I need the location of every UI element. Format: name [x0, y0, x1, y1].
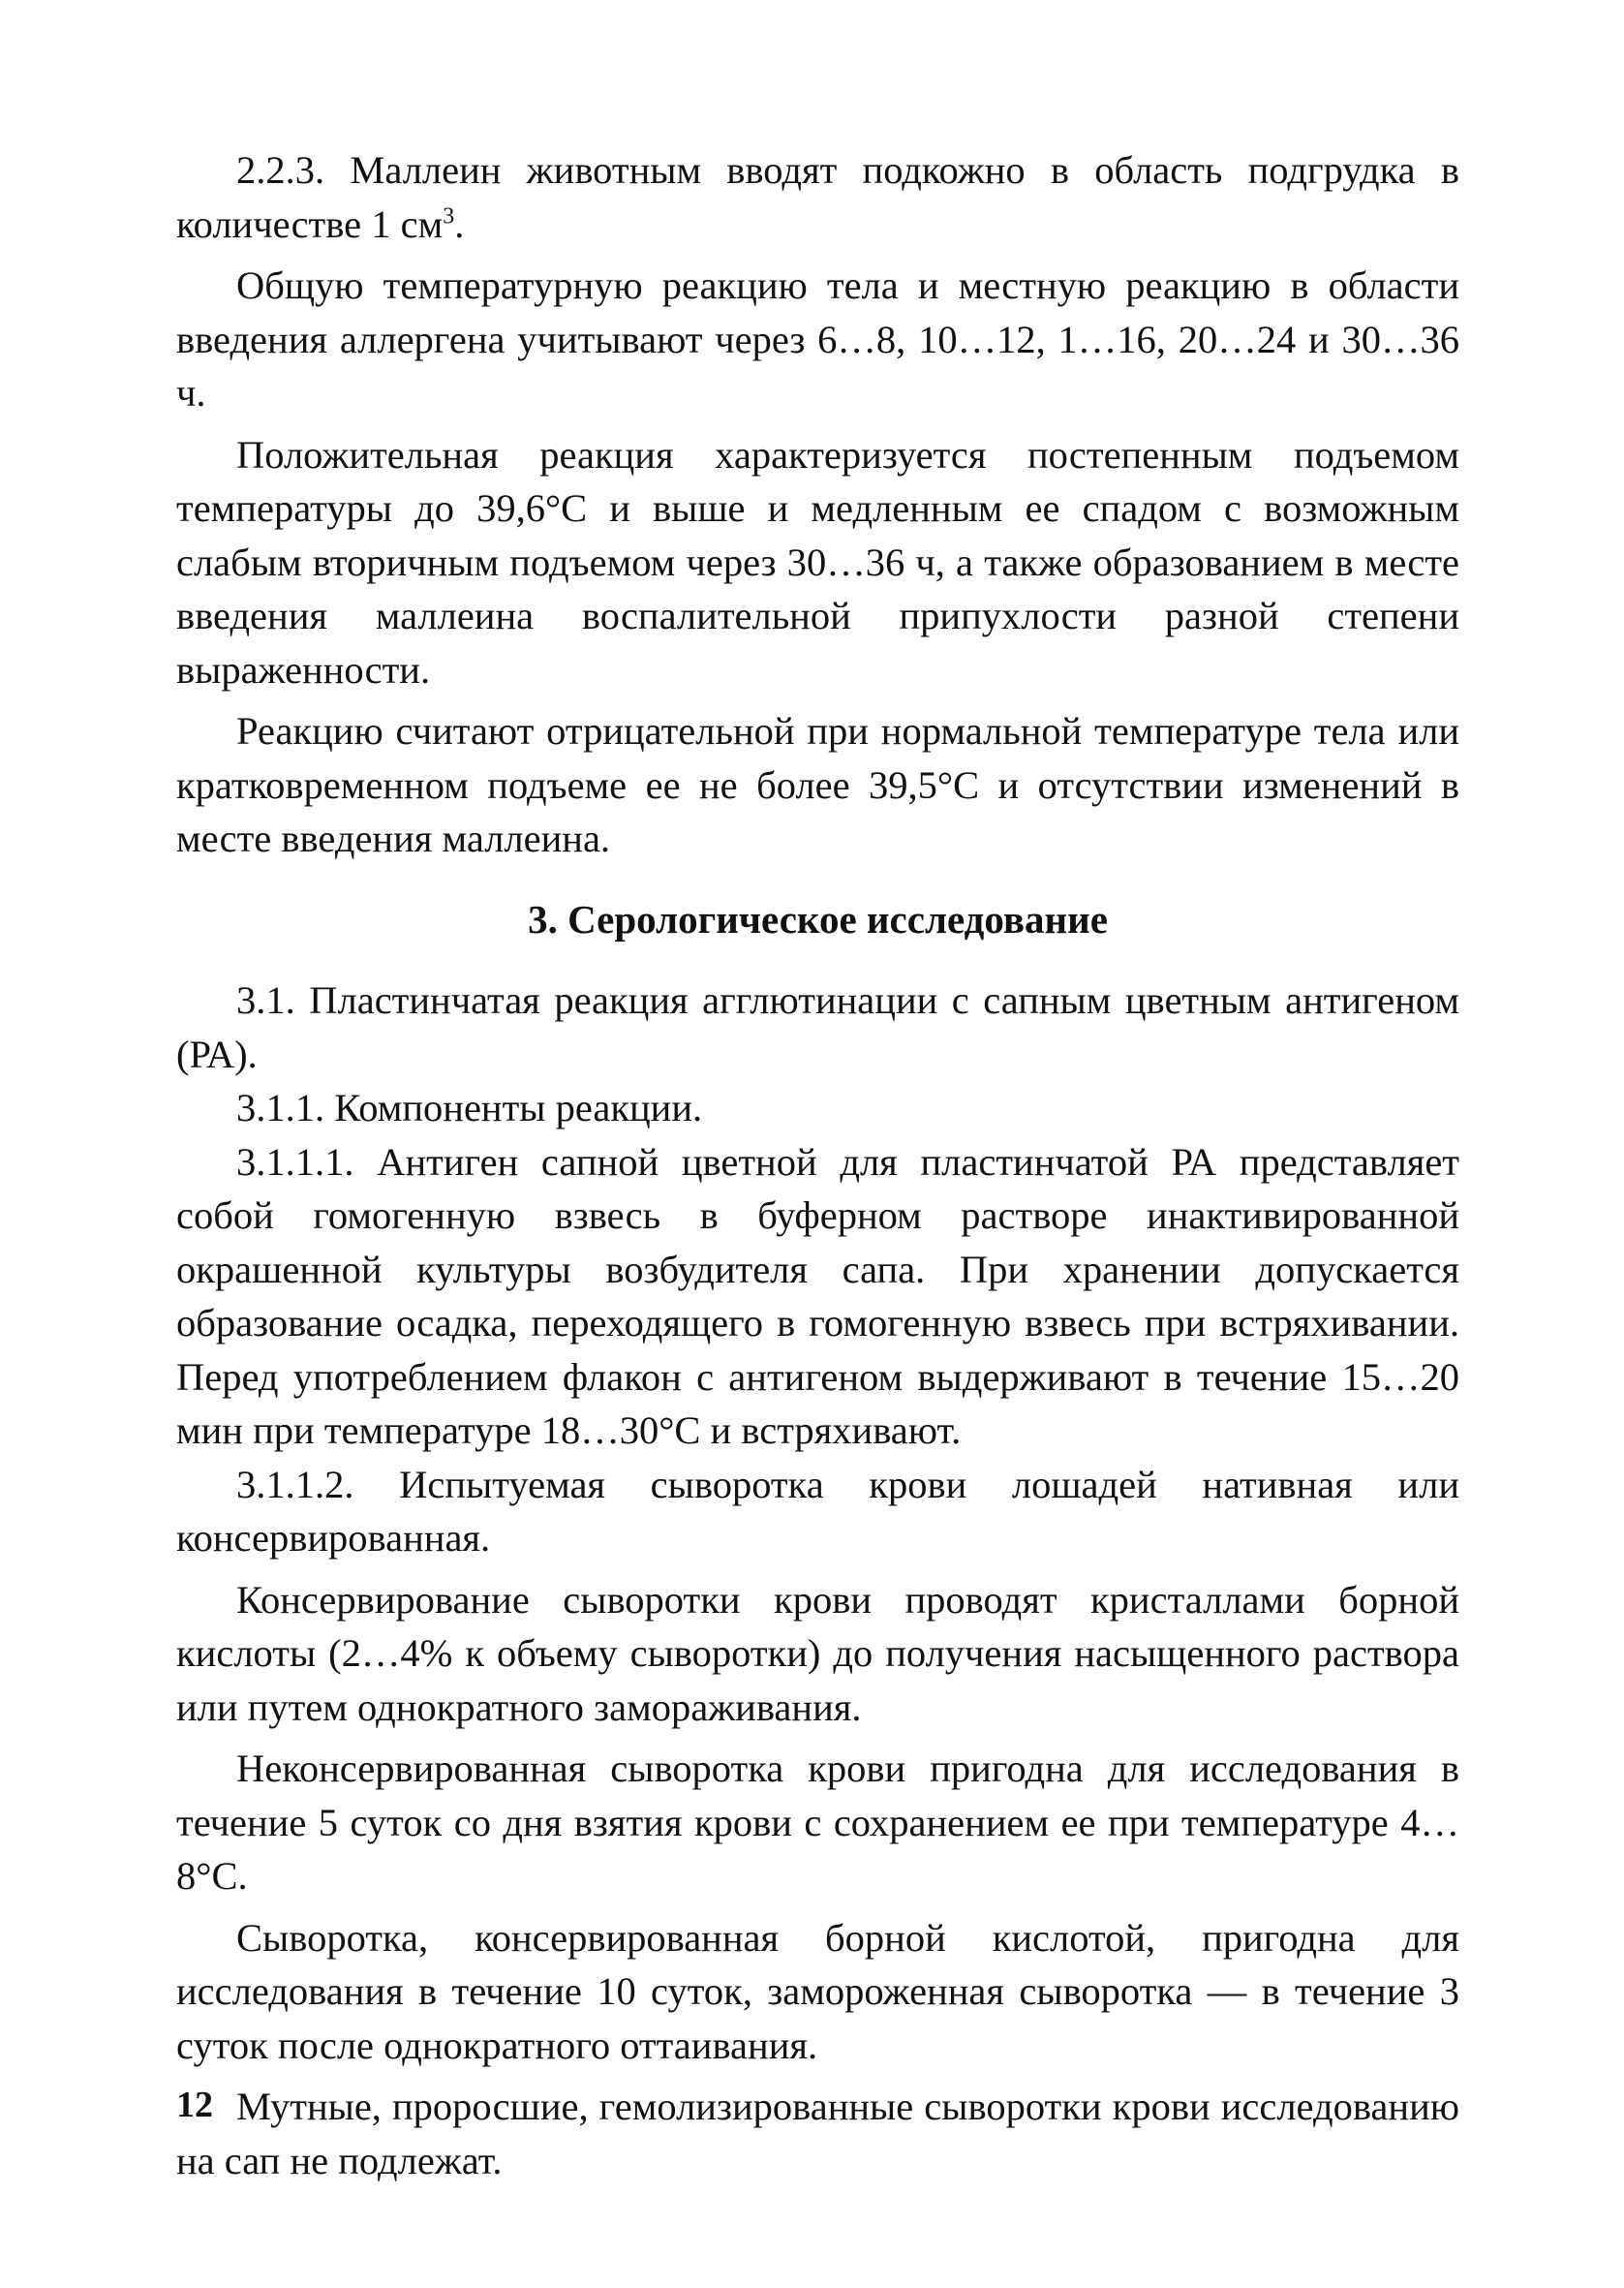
paragraph-3-1-1-2: 3.1.1.2. Испытуемая сыворотка крови лошадей нативная или консервированная.	[176, 1462, 1459, 1560]
paragraph-turbid-serum: Мутные, проросшие, гемолизированные сыворотки крови исследованию на сап не подлежат.	[176, 2085, 1459, 2182]
paragraph-negative-reaction: Реакцию считают отрицательной при нормальной температуре тела или кратковременном подъеме ее не более 39,5°С и отсутствии изменений в месте введения маллеина.	[176, 709, 1459, 860]
paragraph-3-1-1-1: 3.1.1.1. Антиген сапной цветной для пластинчатой РА представляет собой гомогенную взвесь в буферном растворе инактивированной окрашенной культуры возбудителя сапа. При хранении допускается образование осадка, переходящего в гомогенную взвесь при встряхивании. Перед употреблением флакон с антигеном выдерживают в течение 15…20 мин при температуре 18…30°С и встряхивают.	[176, 1139, 1459, 1452]
paragraph-boric-serum: Сыворотка, консервированная борной кислотой, пригодна для исследования в течение 10 суток, замороженная сыворотка — в течение 3 суток после однократного оттаивания.	[176, 1915, 1459, 2067]
section-heading: 3. Серологическое исследование	[528, 896, 1108, 942]
paragraph-text: 2.2.3. Маллеин животным вводят подкожно в область подгрудка в количестве 1 см	[176, 148, 1459, 246]
paragraph-2-2-3	[176, 143, 1459, 251]
page-number: 12	[176, 2085, 213, 2125]
paragraph-tail: .	[454, 201, 465, 246]
paragraph-3-1-1: 3.1.1. Компоненты реакции.	[236, 1086, 703, 1129]
paragraph-unconserved-serum: Неконсервированная сыворотка крови пригодна для исследования в течение 5 суток со дня взятия крови с сохранением ее при температуре 4…8°С.	[176, 1747, 1459, 1898]
superscript: 3	[443, 203, 455, 229]
paragraph-conservation: Консервирование сыворотки крови проводят кристаллами борной кислоты (2…4% к объему сыворотки) до получения насыщенного раствора или путем однократного замораживания.	[176, 1577, 1459, 1729]
page-text	[176, 143, 1459, 2187]
paragraph-3-1: 3.1. Пластинчатая реакция агглютинации с сапным цветным антигеном (РА).	[176, 978, 1459, 1076]
paragraph-temperature-reaction: Общую температурную реакцию тела и местную реакцию в области введения аллергена учитывают через 6…8, 10…12, 1…16, 20…24 и 30…36 ч.	[176, 263, 1459, 415]
paragraph-positive-reaction: Положительная реакция характеризуется постепенным подъемом температуры до 39,6°С и выше и медленным ее спадом с возможным слабым вторичным подъемом через 30…36 ч, а также образованием в месте введения маллеина воспалительной припухлости разной степени выраженности.	[176, 432, 1459, 692]
